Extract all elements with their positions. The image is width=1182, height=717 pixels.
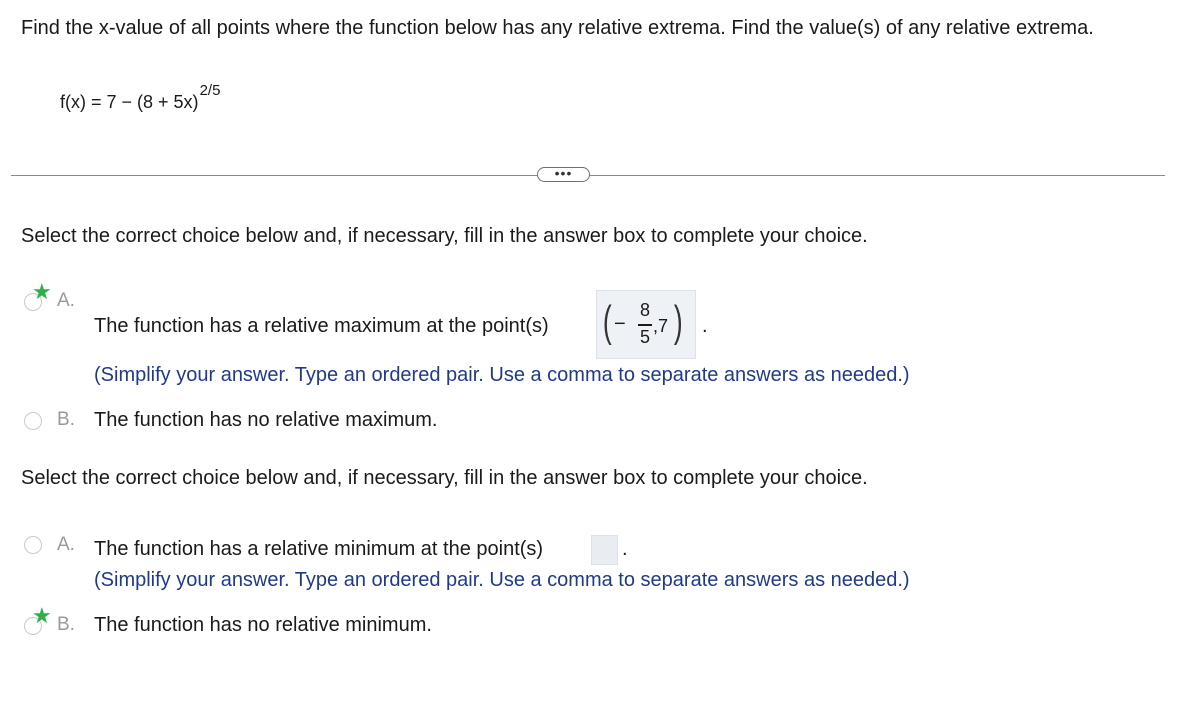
answer-rest: ,7 <box>653 316 669 336</box>
max-answer-box[interactable] <box>596 290 696 359</box>
period: . <box>702 315 708 337</box>
open-paren: ( <box>602 297 612 346</box>
choice-a-hint: (Simplify your answer. Type an ordered pair. Use a comma to separate answers as needed.) <box>94 569 910 591</box>
star-icon: ★ <box>32 603 52 628</box>
choice-a-text: The function has a relative maximum at the point(s) <box>94 315 549 337</box>
question-text: Find the x-value of all points where the function below has any relative extrema. Find the value(s) of any relative extrema. <box>21 17 1094 39</box>
choice-b-text: The function has no relative maximum. <box>94 409 438 431</box>
period: . <box>622 538 628 560</box>
formula-base: f(x) = 7 − (8 + 5x) <box>60 92 199 112</box>
choice-letter: A. <box>57 534 75 555</box>
part1-prompt: Select the correct choice below and, if necessary, fill in the answer box to complete your choice. <box>21 225 868 247</box>
min-answer-box[interactable] <box>591 535 618 565</box>
formula-exponent: 2/5 <box>199 82 221 99</box>
fraction-bar <box>638 324 652 326</box>
choice-letter: A. <box>57 290 75 311</box>
answer-numerator: 8 <box>640 300 651 320</box>
part2-prompt: Select the correct choice below and, if necessary, fill in the answer box to complete your choice. <box>21 467 868 489</box>
radio-icon[interactable] <box>24 536 42 554</box>
choice-b-text: The function has no relative minimum. <box>94 614 432 636</box>
star-icon: ★ <box>32 279 52 304</box>
choice-letter: B. <box>57 409 75 430</box>
choice-letter: B. <box>57 614 75 635</box>
radio-icon[interactable] <box>24 412 42 430</box>
function-formula <box>60 82 221 113</box>
answer-sign: − <box>614 313 626 335</box>
choice-a-hint: (Simplify your answer. Type an ordered pair. Use a comma to separate answers as needed.) <box>94 364 910 386</box>
answer-denominator: 5 <box>640 327 651 347</box>
close-paren: ) <box>673 297 683 346</box>
more-options-button[interactable]: ••• <box>537 167 590 182</box>
choice-a-text: The function has a relative minimum at the point(s) <box>94 538 544 560</box>
